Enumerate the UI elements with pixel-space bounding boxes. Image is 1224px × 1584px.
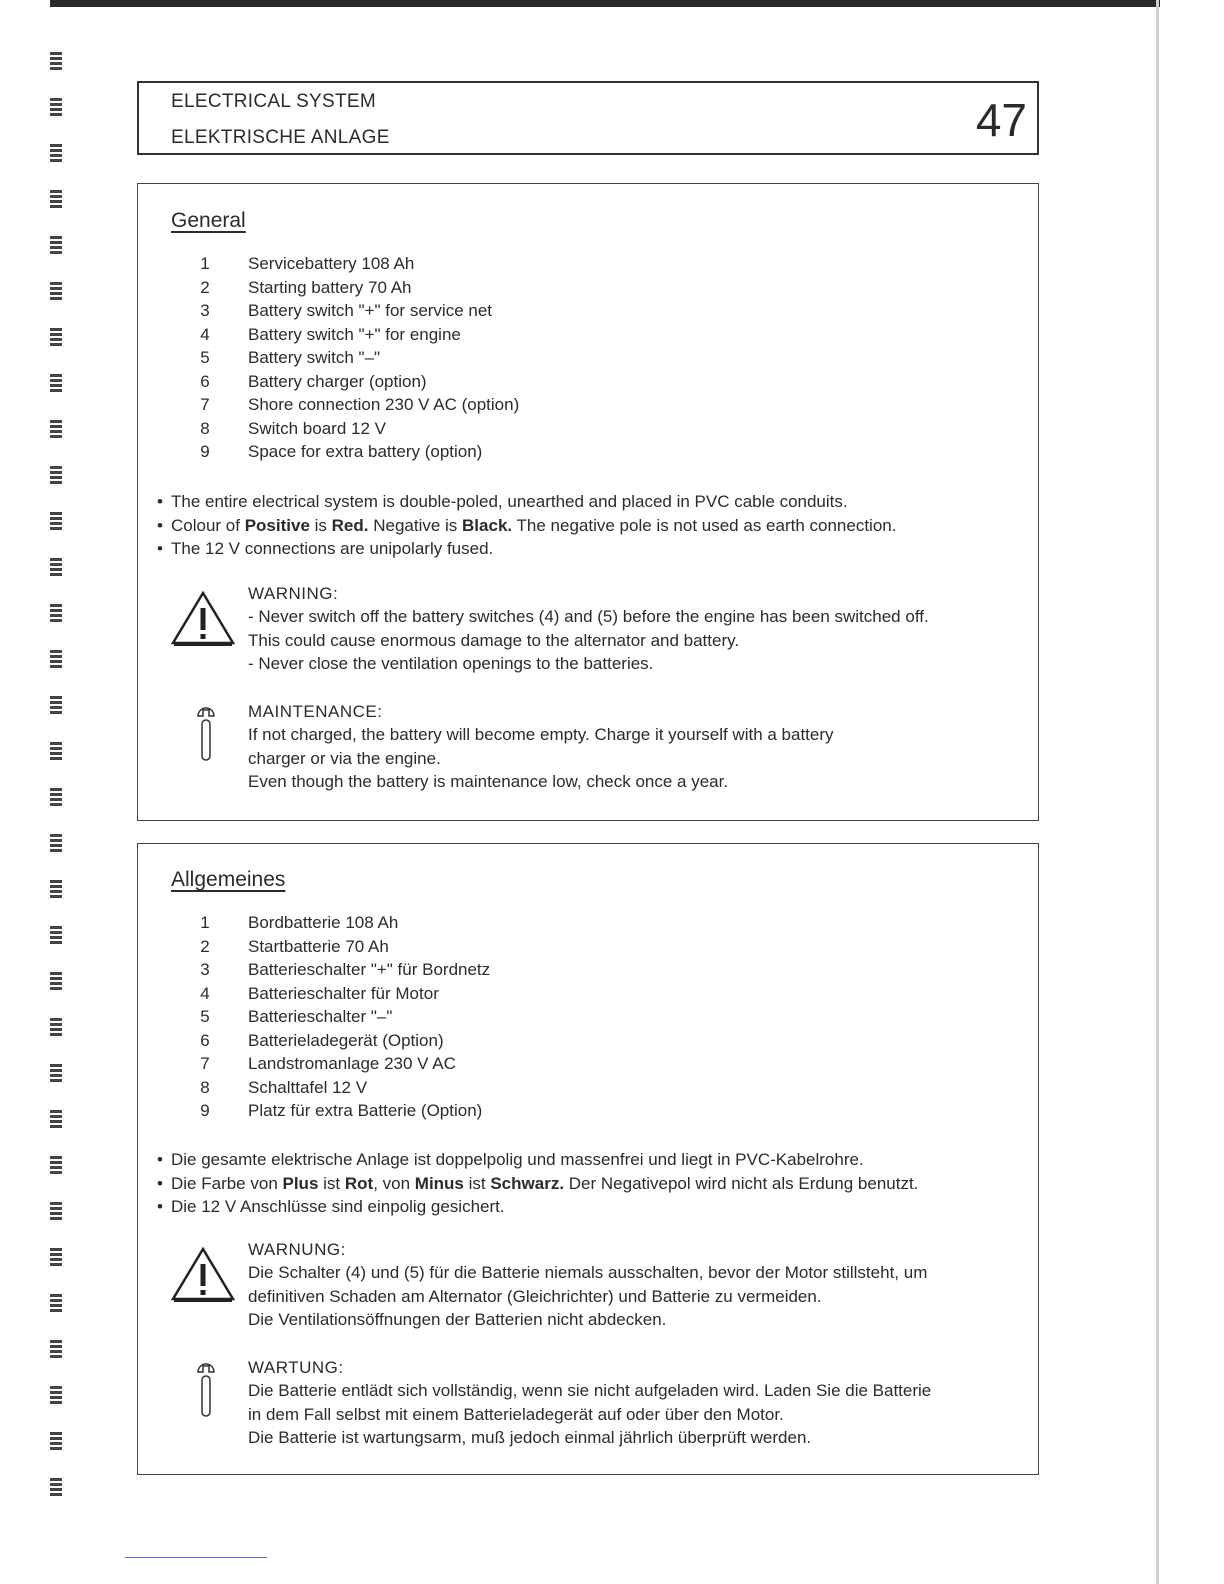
section-title: General (171, 209, 246, 232)
binding-hole (50, 1386, 62, 1404)
item-text: Startbatterie 70 Ah (248, 936, 389, 956)
right-page-edge (1156, 0, 1159, 1584)
wrench-icon (194, 1360, 218, 1422)
binding-hole (50, 512, 62, 530)
item-number: 8 (200, 418, 210, 438)
item-number: 3 (200, 960, 210, 979)
maintenance-heading: MAINTENANCE: (248, 702, 383, 721)
binding-hole (50, 788, 62, 806)
bullet-dot-icon: • (157, 492, 163, 511)
binding-hole (50, 1202, 62, 1220)
item-text: Batterieschalter für Motor (248, 983, 439, 1003)
binding-hole (50, 926, 62, 944)
binding-hole (50, 1294, 62, 1312)
item-text: Schalttafel 12 V (248, 1077, 368, 1097)
binding-hole (50, 236, 62, 254)
bullet-dot-icon: • (157, 539, 163, 558)
binding-hole (50, 466, 62, 484)
binding-hole (50, 742, 62, 760)
bullet-item: • Die 12 V Anschlüsse sind einpolig gesichert. (157, 1197, 505, 1216)
item-number: 2 (200, 936, 210, 956)
section-english (137, 183, 1039, 821)
item-text: Batterieschalter "–" (248, 1007, 393, 1026)
item-text: Batterieladegerät (Option) (248, 1030, 444, 1050)
binding-hole (50, 144, 62, 162)
bullet-item: • The 12 V connections are unipolarly fused. (157, 539, 494, 558)
maintenance-text: Die Batterie entlädt sich vollständig, wenn sie nicht aufgeladen wird. Laden Sie die Batterie in dem Fall selbst mit einem Batterieladegerät auf oder über den Motor. Die Batterie ist wartungsarm, muß jedoch einmal jährlich überprüft werden. (248, 1381, 932, 1447)
item-text: Batterieschalter "+" für Bordnetz (248, 960, 491, 979)
maintenance-heading: WARTUNG: (248, 1358, 344, 1377)
item-text: Landstromanlage 230 V AC (248, 1054, 456, 1073)
bullet-item: • Die gesamte elektrische Anlage ist doppelpolig und massenfrei und liegt in PVC-Kabelrohre. (157, 1150, 864, 1169)
item-text: Shore connection 230 V AC (option) (248, 395, 520, 414)
binding-hole (50, 650, 62, 668)
item-text: Space for extra battery (option) (248, 442, 483, 461)
bullet-dot-icon: • (157, 1173, 163, 1193)
bullet-item: • The entire electrical system is double-poled, unearthed and placed in PVC cable conduits. (157, 492, 848, 511)
item-number: 9 (200, 1101, 210, 1120)
binding-hole (50, 604, 62, 622)
item-number: 8 (200, 1077, 210, 1097)
binding-hole (50, 1156, 62, 1174)
header-title-de: ELEKTRISCHE ANLAGE (171, 127, 390, 148)
binding-hole (50, 1064, 62, 1082)
bullet-dot-icon: • (157, 515, 163, 535)
bullet-item: • Die Farbe von Plus ist Rot, von Minus ist Schwarz. Der Negativepol wird nicht als Erdung benutzt. (157, 1173, 919, 1193)
binding-hole (50, 1432, 62, 1450)
item-number: 9 (200, 442, 210, 461)
item-number: 7 (200, 1054, 210, 1073)
item-number: 6 (200, 371, 210, 391)
binding-hole (50, 190, 62, 208)
item-text: Starting battery 70 Ah (248, 277, 412, 297)
item-text: Servicebattery 108 Ah (248, 254, 415, 273)
binding-hole (50, 328, 62, 346)
item-text: Battery switch "+" for engine (248, 324, 461, 344)
item-text: Battery switch "+" for service net (248, 301, 493, 320)
binding-hole (50, 834, 62, 852)
page-number: 47 (975, 94, 1027, 146)
binding-hole (50, 1340, 62, 1358)
item-number: 5 (200, 1007, 210, 1026)
page-header (137, 81, 1039, 155)
item-number: 3 (200, 301, 210, 320)
warning-text: - Never switch off the battery switches (4) and (5) before the engine has been switched off. This could cause enormous damage to the alternator and battery. - Never close the ventilation openings to the batteries. (248, 607, 929, 673)
item-text: Battery charger (option) (248, 371, 427, 391)
binding-hole (50, 558, 62, 576)
item-text: Switch board 12 V (248, 418, 386, 438)
bullet-dot-icon: • (157, 1197, 163, 1216)
item-number: 2 (200, 277, 210, 297)
item-number: 6 (200, 1030, 210, 1050)
warning-triangle-icon (170, 590, 236, 648)
binding-hole (50, 374, 62, 392)
binding-hole (50, 1478, 62, 1496)
footer-line (125, 1557, 267, 1558)
binding-hole (50, 696, 62, 714)
bullet-list (157, 1150, 918, 1221)
item-number: 5 (200, 348, 210, 367)
binding-hole (50, 282, 62, 300)
binding-hole (50, 98, 62, 116)
wrench-icon (194, 704, 218, 766)
warning-text: Die Schalter (4) und (5) für die Batterie niemals ausschalten, bevor der Motor stillsteht, um definitiven Schaden am Alternator (Gleichrichter) und Batterie zu vermeiden. Die Ventilationsöffnungen der Batterien nicht abdecken. (248, 1263, 928, 1329)
warning-heading: WARNUNG: (248, 1240, 346, 1259)
bullet-dot-icon: • (157, 1150, 163, 1169)
binding-hole (50, 52, 62, 70)
top-edge-bar (50, 0, 1160, 7)
warning-triangle-icon (170, 1246, 236, 1304)
item-number: 4 (200, 983, 210, 1003)
item-text: Battery switch "–" (248, 348, 381, 367)
spiral-binding (50, 52, 70, 1524)
item-text: Bordbatterie 108 Ah (248, 913, 399, 932)
warning-heading: WARNING: (248, 584, 339, 603)
binding-hole (50, 1110, 62, 1128)
section-german (137, 843, 1039, 1475)
binding-hole (50, 972, 62, 990)
binding-hole (50, 880, 62, 898)
bullet-item: • Colour of Positive is Red. Negative is Black. The negative pole is not used as earth connection. (157, 515, 897, 535)
binding-hole (50, 420, 62, 438)
bullet-list (157, 492, 896, 563)
binding-hole (50, 1018, 62, 1036)
item-number: 1 (200, 254, 210, 273)
maintenance-text: If not charged, the battery will become empty. Charge it yourself with a battery charger or via the engine. Even though the battery is maintenance low, check once a year. (248, 725, 834, 791)
item-text: Platz für extra Batterie (Option) (248, 1101, 483, 1120)
header-title-en: ELECTRICAL SYSTEM (171, 91, 376, 112)
item-number: 7 (200, 395, 210, 414)
binding-hole (50, 1248, 62, 1266)
section-title: Allgemeines (171, 868, 286, 891)
item-number: 4 (200, 324, 210, 344)
item-number: 1 (200, 913, 210, 932)
